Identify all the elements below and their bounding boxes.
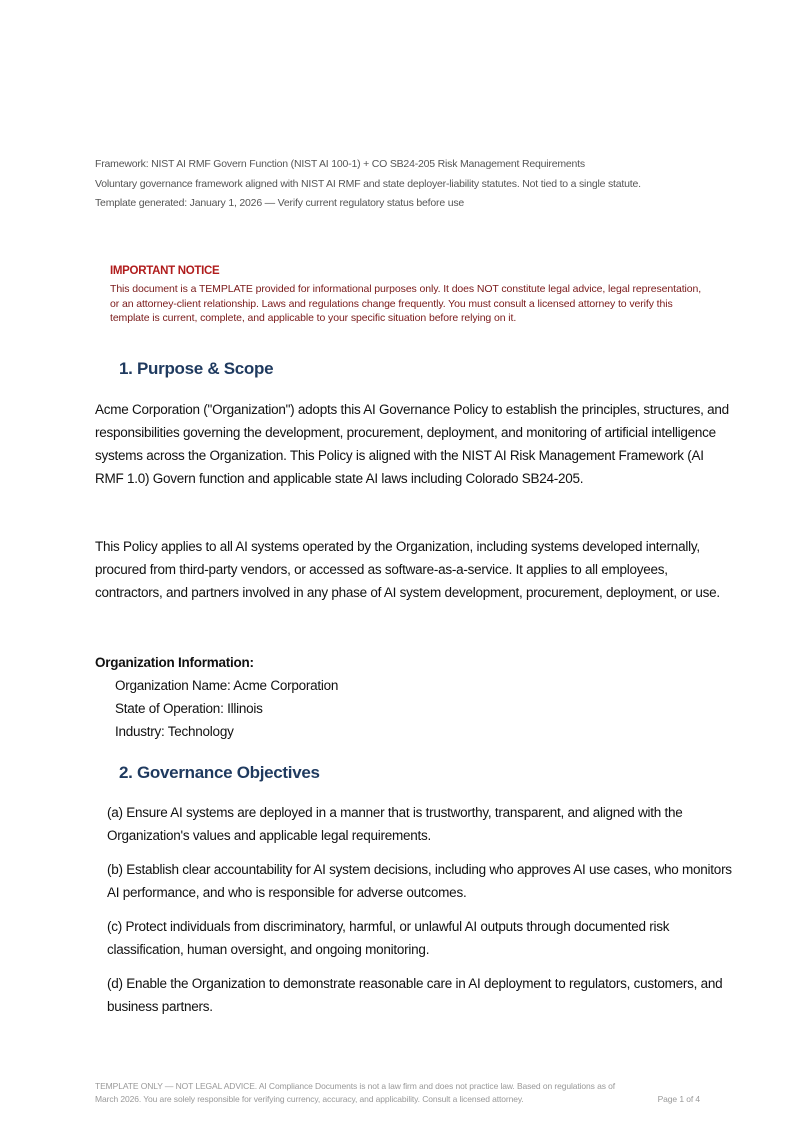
document-meta-header bbox=[95, 155, 735, 214]
org-name-row: Organization Name: Acme Corporation bbox=[115, 678, 339, 693]
org-info-label: Organization Information: bbox=[95, 655, 254, 670]
purpose-paragraph: Acme Corporation ("Organization") adopts this AI Governance Policy to establish the principles, structures, and responsibilities governing the development, procurement, deployment, and monitoring of artificial intelligence systems across the Organization. This Policy is aligned with the NIST AI Risk Management Framework (AI RMF 1.0) Govern function and applicable state AI laws including Colorado SB24-205. bbox=[95, 402, 729, 486]
generated-line: Template generated: January 1, 2026 — Verify current regulatory status before use bbox=[95, 197, 465, 209]
objective-d: (d) Enable the Organization to demonstrate reasonable care in AI deployment to regulators, customers, and business partners. bbox=[107, 976, 723, 1014]
notice-title: IMPORTANT NOTICE bbox=[110, 265, 220, 277]
footer-disclaimer: TEMPLATE ONLY — NOT LEGAL ADVICE. AI Compliance Documents is not a law firm and does not practice law. Based on regulations as of March 2026. You are solely responsible for verifying currency, accuracy, and applicability. Consult a licensed attorney. bbox=[95, 1081, 616, 1104]
org-state-row: State of Operation: Illinois bbox=[115, 701, 263, 716]
objective-a: (a) Ensure AI systems are deployed in a manner that is trustworthy, transparent, and aligned with the Organization's values and applicable legal requirements. bbox=[107, 805, 683, 843]
important-notice bbox=[110, 265, 710, 326]
objective-b: (b) Establish clear accountability for AI system decisions, including who approves AI use cases, who monitors AI performance, and who is responsible for adverse outcomes. bbox=[107, 862, 732, 900]
org-industry-row: Industry: Technology bbox=[115, 724, 234, 739]
description-line: Voluntary governance framework aligned with NIST AI RMF and state deployer-liability statutes. Not tied to a single statute. bbox=[95, 177, 641, 190]
section-heading-purpose-scope: 1. Purpose & Scope bbox=[119, 359, 274, 378]
notice-body: This document is a TEMPLATE provided for informational purposes only. It does NOT constitute legal advice, legal representation, or an attorney-client relationship. Laws and regulations change frequently. You must consult a licensed attorney to verify this template is current, complete, and applicable to your specific situation before relying on it. bbox=[110, 283, 702, 324]
objective-c: (c) Protect individuals from discriminatory, harmful, or unlawful AI outputs through documented risk classification, human oversight, and ongoing monitoring. bbox=[107, 919, 670, 957]
organization-information bbox=[95, 651, 338, 743]
page-footer bbox=[95, 1080, 705, 1105]
page-number: Page 1 of 4 bbox=[657, 1093, 700, 1104]
framework-line: Framework: NIST AI RMF Govern Function (NIST AI 100-1) + CO SB24-205 Risk Management Requirements bbox=[95, 158, 585, 170]
scope-paragraph: This Policy applies to all AI systems operated by the Organization, including systems developed internally, procured from third-party vendors, or accessed as software-as-a-service. It applies to all employees, contractors, and partners involved in any phase of AI system development, procurement, deployment, or use. bbox=[95, 539, 720, 600]
section-heading-governance-objectives: 2. Governance Objectives bbox=[119, 763, 320, 782]
